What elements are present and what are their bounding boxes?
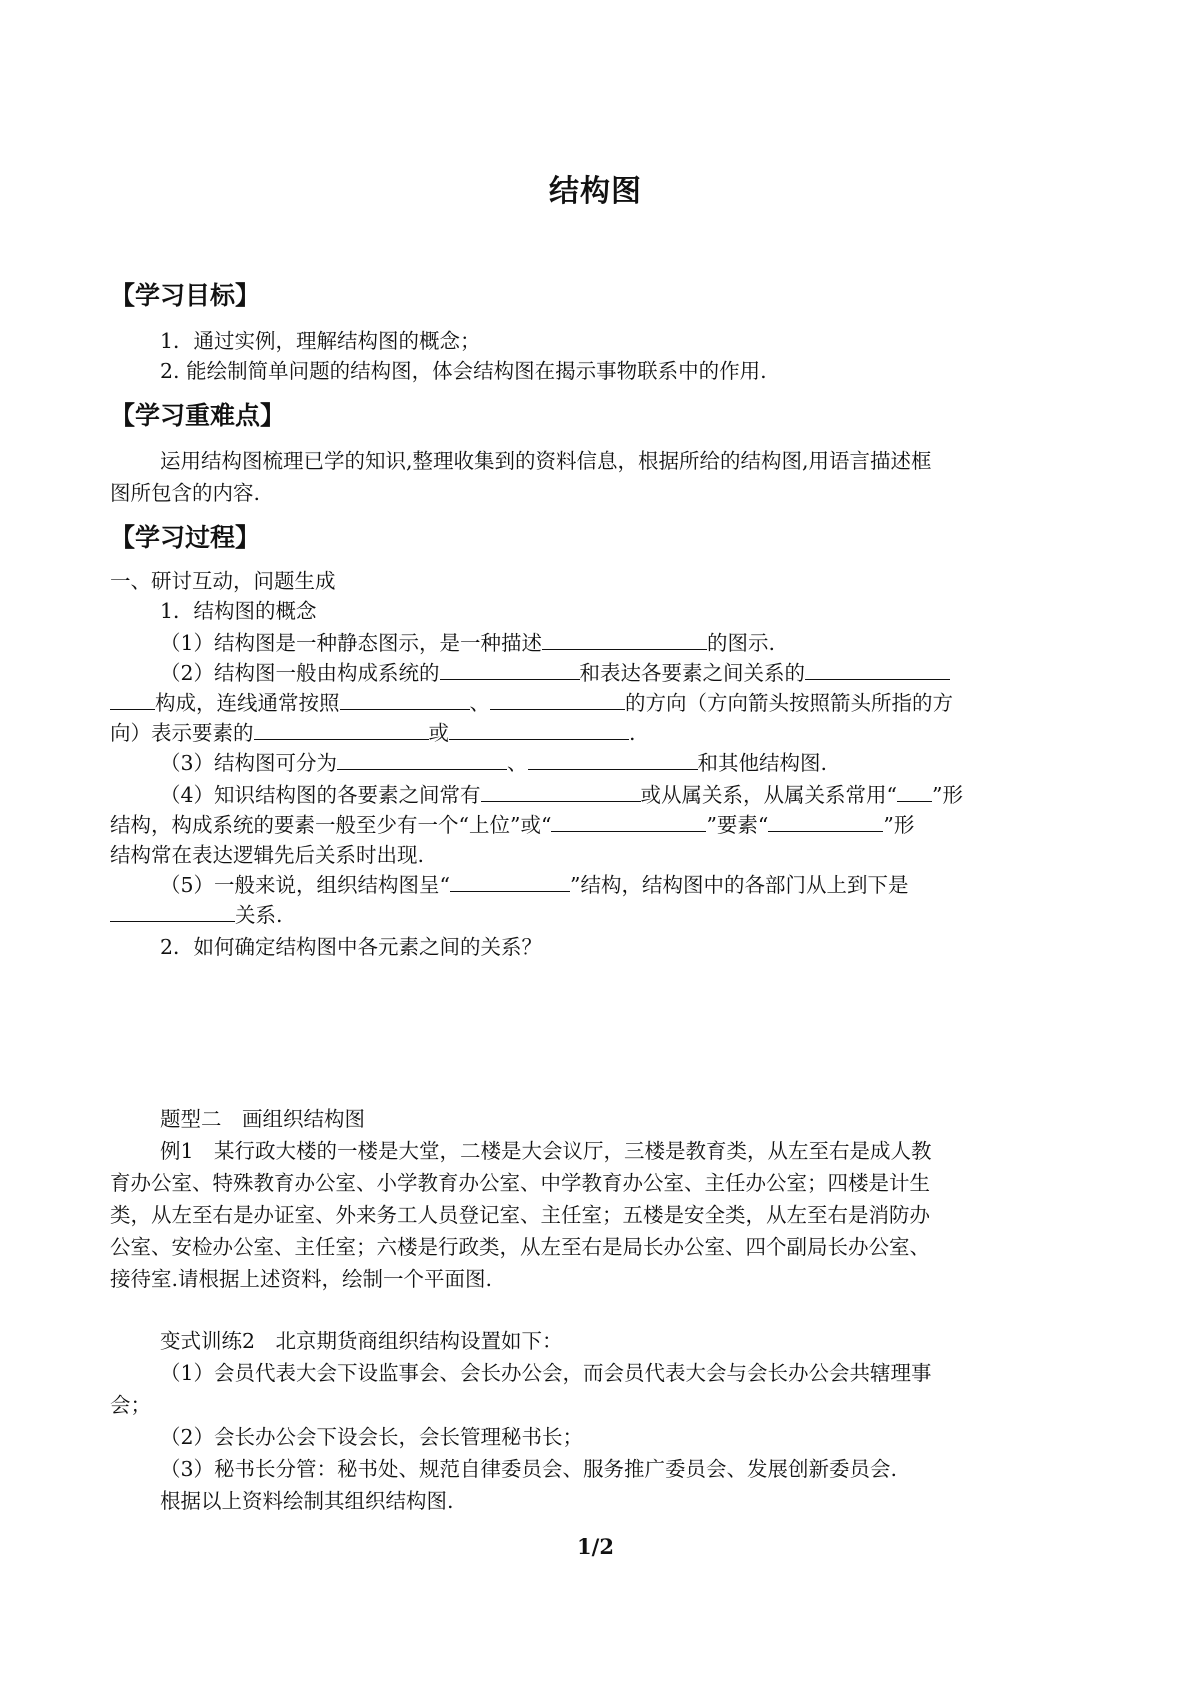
example-line-1: 例1 某行政大楼的一楼是大堂，二楼是大会议厅，三楼是教育类，从左至右是成人教 <box>160 1139 932 1163</box>
q1-4-text-c: ”形 <box>932 783 964 807</box>
q1-3-text-b: 、 <box>507 751 528 775</box>
key-points-line-2: 图所包含的内容. <box>110 481 261 505</box>
fill-blank[interactable] <box>110 689 155 710</box>
q1-4-text-b: 或从属关系，从属关系常用“ <box>640 783 898 807</box>
page-number: 1/2 <box>577 1534 614 1559</box>
goal-item-2: 2. 能绘制简单问题的结构图，体会结构图在揭示事物联系中的作用. <box>160 359 767 383</box>
fill-blank[interactable] <box>340 689 470 710</box>
variant2-line-1: （1）会员代表大会下设监事会、会长办公会，而会员代表大会与会长办公会共辖理事 <box>160 1361 932 1385</box>
q1-2-text-a: （2）结构图一般由构成系统的 <box>160 661 440 685</box>
fill-blank[interactable] <box>490 689 625 710</box>
q1-5-text-b: ”结构，结构图中的各部门从上到下是 <box>570 873 909 897</box>
example-line-4: 公室、安检办公室、主任室；六楼是行政类，从左至右是局长办公室、四个副局长办公室、 <box>110 1235 930 1259</box>
goal-item-1: 1．通过实例，理解结构图的概念； <box>160 329 481 353</box>
q1-4-line-2 <box>110 810 914 840</box>
q1-title: 1．结构图的概念 <box>160 599 317 623</box>
key-points-line-1: 运用结构图梳理已学的知识,整理收集到的资料信息，根据所给的结构图,用语言描述框 <box>160 449 932 473</box>
q1-4-line-3: 结构常在表达逻辑先后关系时出现. <box>110 843 425 867</box>
fill-blank[interactable] <box>449 719 629 740</box>
fill-blank[interactable] <box>110 901 235 922</box>
variant2-line-4: （3）秘书长分管：秘书处、规范自律委员会、服务推广委员会、发展创新委员会. <box>160 1457 898 1481</box>
q1-2-line-1 <box>160 658 950 688</box>
q1-2-text-g: 或 <box>428 721 449 745</box>
q1-2-line-3 <box>110 718 636 748</box>
q1-3-text-a: （3）结构图可分为 <box>160 751 338 775</box>
fill-blank[interactable] <box>337 749 507 770</box>
part1-title: 一、研讨互动，问题生成 <box>110 569 336 593</box>
q1-2-text-b: 和表达各要素之间关系的 <box>579 661 806 685</box>
fill-blank[interactable] <box>528 749 698 770</box>
example-line-3: 类，从左至右是办证室、外来务工人员登记室、主任室；五楼是安全类，从左至右是消防办 <box>110 1203 930 1227</box>
q1-4-text-f: ”形 <box>883 813 915 837</box>
q1-5-line-2 <box>110 900 283 930</box>
example-line-5: 接待室.请根据上述资料，绘制一个平面图. <box>110 1267 493 1291</box>
q1-2-text-d: 、 <box>469 691 490 715</box>
fill-blank[interactable] <box>254 719 429 740</box>
fill-blank[interactable] <box>440 659 580 680</box>
example-line-2: 育办公室、特殊教育办公室、小学教育办公室、中学教育办公室、主任办公室；四楼是计生 <box>110 1171 930 1195</box>
q1-2-line-2 <box>110 688 953 718</box>
fill-blank[interactable] <box>551 811 706 832</box>
q1-4-line-1 <box>160 780 963 810</box>
variant2-line-5: 根据以上资料绘制其组织结构图. <box>160 1489 454 1513</box>
fill-blank[interactable] <box>542 629 707 650</box>
type2-title: 题型二 画组织结构图 <box>160 1107 365 1131</box>
fill-blank[interactable] <box>481 781 641 802</box>
q2-title: 2．如何确定结构图中各元素之间的关系？ <box>160 935 543 959</box>
q1-3-text-c: 和其他结构图. <box>697 751 828 775</box>
q1-5-text-c: 关系. <box>235 903 283 927</box>
q1-2-text-f: 向）表示要素的 <box>110 721 254 745</box>
q1-4-text-a: （4）知识结构图的各要素之间常有 <box>160 783 481 807</box>
section-heading-process: 【学习过程】 <box>110 523 261 552</box>
section-heading-goals: 【学习目标】 <box>110 281 261 310</box>
variant2-line-3: （2）会长办公会下设会长，会长管理秘书长； <box>160 1425 584 1449</box>
q1-2-text-e: 的方向（方向箭头按照箭头所指的方 <box>625 691 953 715</box>
q1-2-text-h: . <box>629 721 636 745</box>
q1-2-text-c: 构成，连线通常按照 <box>155 691 340 715</box>
q1-1-text-a: （1）结构图是一种静态图示，是一种描述 <box>160 631 543 655</box>
section-heading-key-points: 【学习重难点】 <box>110 401 286 430</box>
q1-4-text-e: ”要素“ <box>706 813 769 837</box>
q1-4-text-d: 结构，构成系统的要素一般至少有一个“上位”或“ <box>110 813 552 837</box>
q1-1-text-b: 的图示. <box>707 631 776 655</box>
fill-blank[interactable] <box>897 781 932 802</box>
fill-blank[interactable] <box>768 811 883 832</box>
variant2-line-2: 会； <box>110 1393 151 1417</box>
q1-5-text-a: （5）一般来说，组织结构图呈“ <box>160 873 451 897</box>
fill-blank[interactable] <box>805 659 950 680</box>
variant2-title: 变式训练2 北京期货商组织结构设置如下： <box>160 1329 563 1353</box>
fill-blank[interactable] <box>450 871 570 892</box>
q1-1 <box>160 628 775 658</box>
page-title: 结构图 <box>549 174 642 209</box>
q1-3 <box>160 748 827 778</box>
q1-5-line-1 <box>160 870 909 900</box>
